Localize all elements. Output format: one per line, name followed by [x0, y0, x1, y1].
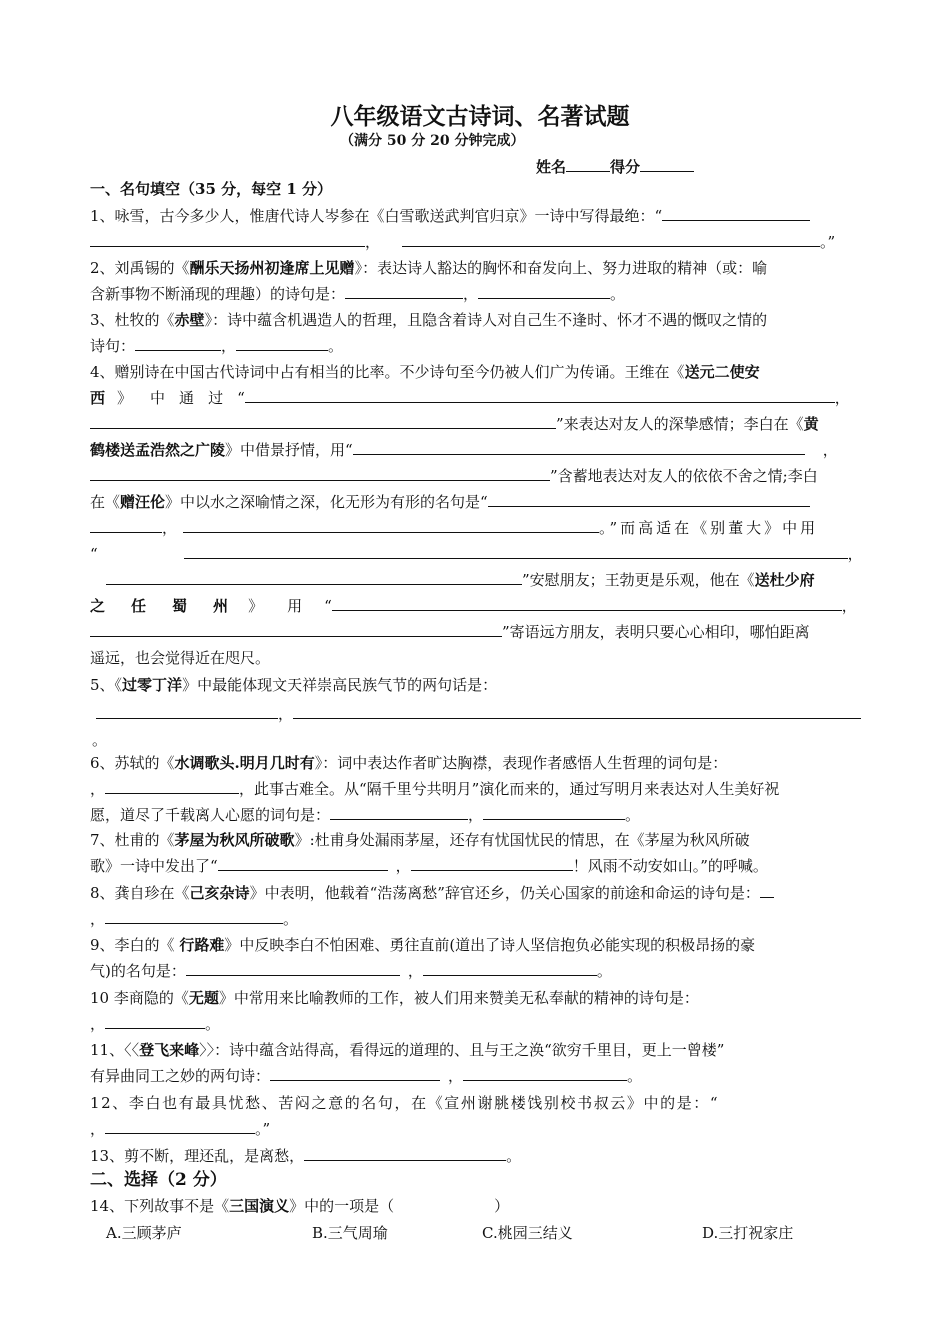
question-3-cont: 诗句： ， 。 — [90, 337, 344, 355]
answer-blank[interactable] — [106, 569, 522, 585]
option-b[interactable]: B.三气周瑜 — [312, 1224, 388, 1242]
answer-blank[interactable] — [304, 1145, 506, 1161]
question-6: 6、苏轼的《水调歌头.明月几时有》：词中表达作者旷达胸襟，表现作者感悟人生哲理的词句是： — [90, 754, 728, 772]
answer-blank[interactable] — [90, 621, 502, 637]
question-4-line5: ”含蓄地表达对友人的依依不舍之情;李白 — [90, 465, 818, 487]
question-4-line12: 遥远，也会觉得近在咫尺。 — [90, 649, 271, 667]
answer-blank[interactable] — [402, 231, 820, 247]
book-title: 三国演义 — [229, 1197, 290, 1215]
poem-title: 己亥杂诗 — [189, 884, 250, 902]
answer-blank[interactable] — [411, 855, 573, 871]
question-6-line3: 愿，道尽了千载离人心愿的词句是： ， 。 — [90, 806, 641, 824]
question-8: 8、龚自珍在《己亥杂诗》中表明，他载着“浩荡离愁”辞官还乡，仍关心国家的前途和命运的诗句是： — [90, 882, 774, 904]
poem-title: 登飞来峰 — [139, 1041, 200, 1059]
answer-blank[interactable] — [760, 882, 774, 898]
question-4-line6: 在《赠汪伦》中以水之深喻情之深，化无形为有形的名句是“ — [90, 491, 810, 513]
question-4-line9: ”安慰朋友；王勃更是乐观，他在《送杜少府 — [90, 569, 815, 591]
question-1: 1、咏雪，古今多少人，惟唐代诗人岑参在《白雪歌送武判官归京》一诗中写得最绝：“ — [90, 205, 810, 227]
option-c[interactable]: C.桃园三结义 — [482, 1224, 573, 1242]
poem-title: 过零丁洋 — [122, 676, 183, 694]
answer-blank[interactable] — [96, 703, 278, 719]
answer-blank[interactable] — [236, 335, 328, 351]
question-4-line7: ， 。”而高适在《别董大》中用 — [90, 517, 818, 539]
answer-blank[interactable] — [90, 465, 550, 481]
name-score-line — [536, 156, 694, 177]
answer-blank[interactable] — [105, 1118, 255, 1134]
poem-title: 赤壁 — [174, 311, 205, 329]
question-7-cont: 歌》一诗中发出了“ ， ！风雨不动安如山。”的呼喊。 — [90, 857, 768, 875]
question-13: 13、剪不断，理还乱，是离愁， 。 — [90, 1147, 522, 1165]
poem-title: 酬乐天扬州初逢席上见赠 — [189, 259, 355, 277]
score-field[interactable] — [640, 156, 694, 172]
answer-blank[interactable] — [662, 205, 810, 221]
answer-blank[interactable] — [90, 517, 162, 533]
question-12: 12、李白也有最具忧愁、苦闷之意的名句，在《宣州谢脁楼饯别校书叔云》中的是：“ — [90, 1094, 720, 1112]
answer-blank[interactable] — [184, 543, 848, 559]
answer-blank[interactable] — [105, 778, 239, 794]
question-14: 14、下列故事不是《三国演义》中的一项是（ ） — [90, 1197, 510, 1215]
question-9-cont: 气)的名句是： ， 。 — [90, 962, 612, 980]
section1-heading: 一、名句填空（35 分，每空 1 分） — [90, 180, 332, 198]
answer-blank[interactable] — [186, 960, 400, 976]
answer-blank[interactable] — [423, 960, 597, 976]
answer-blank[interactable] — [270, 1065, 440, 1081]
question-8-cont: ， 。 — [90, 910, 299, 928]
answer-blank[interactable] — [218, 855, 388, 871]
question-12-cont: ， 。” — [90, 1120, 271, 1138]
answer-blank[interactable] — [463, 1065, 627, 1081]
question-11: 11、〈〈登飞来峰〉〉：诗中蕴含站得高，看得远的道理的、且与王之涣“欲穷千里目，更上一曾楼” — [90, 1041, 725, 1059]
question-5-cont: ， — [90, 703, 861, 725]
question-1-cont: ， 。” — [90, 231, 835, 253]
name-label: 姓名 — [536, 158, 567, 176]
question-7: 7、杜甫的《茅屋为秋风所破歌》:杜甫身处漏雨茅屋，还存有忧国忧民的情思，在《茅屋为秋风所破 — [90, 831, 750, 849]
answer-blank[interactable] — [105, 1013, 205, 1029]
question-4: 4、赠别诗在中国古代诗词中占有相当的比率。不少诗句至今仍被人们广为传诵。王维在《送元二使安 — [90, 363, 760, 381]
poem-title: 行路难 — [179, 936, 225, 954]
answer-blank[interactable] — [332, 595, 842, 611]
question-4-line8: “ ， — [90, 545, 863, 563]
answer-blank[interactable] — [105, 908, 283, 924]
answer-blank[interactable] — [330, 804, 468, 820]
answer-blank[interactable] — [478, 283, 610, 299]
poem-title: 水调歌头.明月几时有 — [174, 754, 315, 772]
poem-title: 送杜少府 — [754, 571, 815, 589]
page-title: 八年级语文古诗词、名著试题 — [330, 103, 630, 130]
question-2-cont: 含新事物不断涌现的理趣）的诗句是： ， 。 — [90, 285, 626, 303]
question-10-cont: ， 。 — [90, 1015, 221, 1033]
poem-title: 茅屋为秋风所破歌 — [174, 831, 295, 849]
question-9: 9、李白的《 行路难》中反映李白不怕困难、勇往直前(道出了诗人坚信抱负必能实现的积极昂扬的豪 — [90, 936, 756, 954]
answer-blank[interactable] — [345, 283, 463, 299]
answer-blank[interactable] — [293, 703, 861, 719]
question-4-line11: ”寄语远方朋友，表明只要心心相印，哪怕距离 — [90, 621, 810, 643]
question-11-cont: 有异曲同工之妙的两句诗： ， 。 — [90, 1067, 643, 1085]
question-4-line4: 鹤楼送孟浩然之广陵》中借景抒情，用“ ， — [90, 441, 838, 459]
poem-title: 无题 — [188, 989, 219, 1007]
answer-blank[interactable] — [245, 387, 835, 403]
answer-blank[interactable] — [488, 491, 810, 507]
answer-blank[interactable] — [90, 413, 556, 429]
question-3: 3、杜牧的《赤壁》：诗中蕴含机遇造人的哲理，且隐含着诗人对自己生不逢时、怀才不遇的慨叹之情的 — [90, 311, 768, 329]
question-4-line3: ”来表达对友人的深挚感情；李白在《黄 — [90, 413, 819, 435]
question-2: 2、刘禹锡的《酬乐天扬州初逢席上见赠》：表达诗人豁达的胸怀和奋发向上、努力进取的精神（或：喻 — [90, 259, 768, 277]
question-5-end: 。 — [92, 731, 108, 749]
option-d[interactable]: D.三打祝家庄 — [702, 1224, 794, 1242]
question-6-line2: ， ，此事古难全。从“隔千里兮共明月”演化而来的，通过写明月来表达对人生美好祝 — [90, 780, 780, 798]
answer-blank[interactable] — [353, 439, 805, 455]
name-field[interactable] — [566, 156, 610, 172]
answer-blank[interactable] — [90, 231, 365, 247]
option-a[interactable]: A.三顾茅庐 — [106, 1224, 182, 1242]
question-5: 5、《过零丁洋》中最能体现文天祥崇高民族气节的两句话是： — [90, 676, 498, 694]
poem-title: 鹤楼送孟浩然之广陵 — [90, 441, 226, 459]
question-4-line2: 西 》 中 通 过 “ ， — [90, 389, 850, 407]
answer-blank[interactable] — [135, 335, 221, 351]
answer-blank[interactable] — [483, 804, 625, 820]
question-10: 10 李商隐的《无题》中常用来比喻教师的工作，被人们用来赞美无私奉献的精神的诗句是： — [90, 989, 699, 1007]
poem-title: 送元二使安 — [684, 363, 760, 381]
answer-blank[interactable] — [183, 517, 599, 533]
page-subtitle: （满分 50 分 20 分钟完成） — [340, 133, 525, 149]
question-4-line10: 之 任 蜀 州 》 用 “ ， — [90, 597, 857, 615]
score-label: 得分 — [610, 158, 641, 176]
section2-heading: 二、选择（2 分） — [90, 1170, 227, 1190]
poem-title: 赠汪伦 — [120, 493, 166, 511]
